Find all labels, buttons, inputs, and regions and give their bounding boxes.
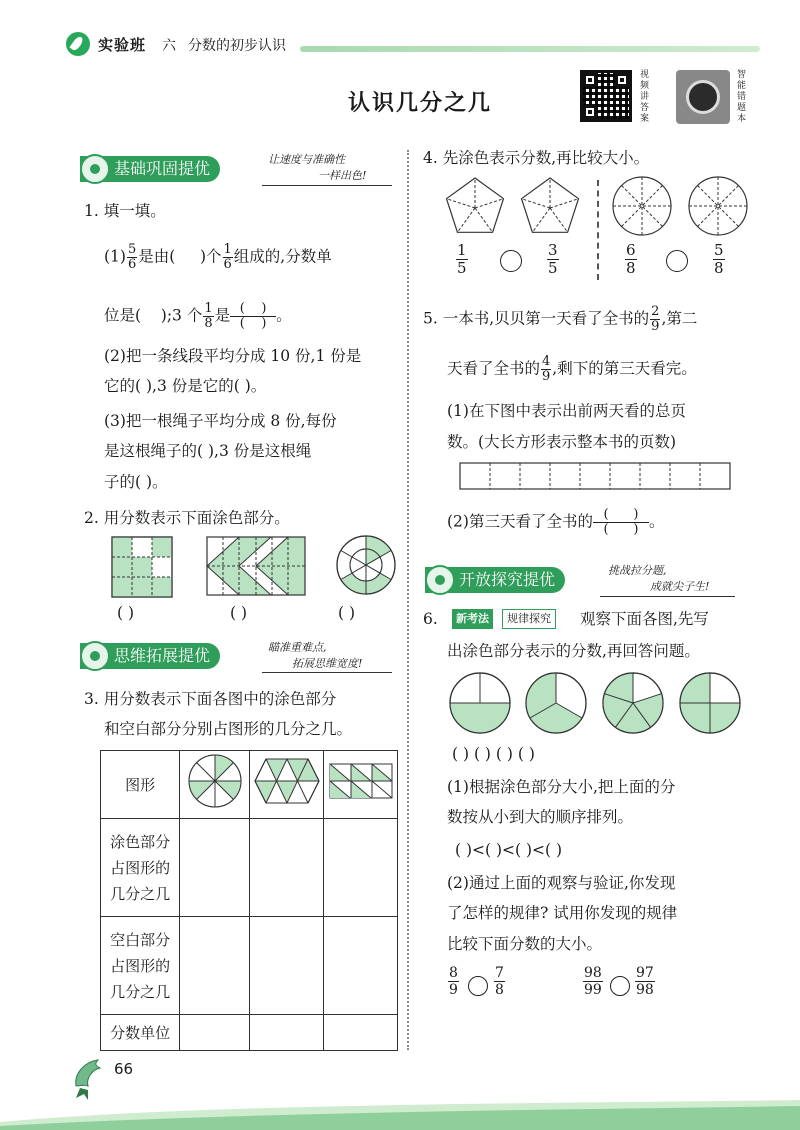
header-divider <box>300 46 760 52</box>
footer-wave <box>0 1100 800 1130</box>
q4-compare-circle-1[interactable] <box>500 250 522 272</box>
q3-answer-cell[interactable] <box>324 819 398 917</box>
q6-compare-a: $\frac{8}{9}$ <box>449 965 458 998</box>
brand-name: 实验班 <box>98 36 147 54</box>
dolphin-icon <box>70 1056 108 1100</box>
q4-fraction-6-8: $\frac{6}{8}$ <box>626 241 636 277</box>
q3-header-blank: 空白部分 占图形的 几分之几 <box>101 917 180 1015</box>
q3-eighths-circle <box>187 753 243 809</box>
q6-part2-line3: 比较下面分数的大小。 <box>447 935 603 953</box>
q2-grid-square <box>112 537 172 597</box>
q1-part2-line1: (2)把一条线段平均分成 10 份,1 份是 <box>104 347 362 365</box>
q3-answer-cell[interactable] <box>180 1015 250 1051</box>
q3-triangle-hexagon <box>255 759 319 803</box>
fraction-5-6: $\frac{5}{6}$ <box>127 242 137 272</box>
tag-new-method: 新考法 <box>452 609 493 629</box>
q5-part1-line1: (1)在下图中表示出前两天看的总页 <box>447 402 686 420</box>
answer-fraction-blank[interactable]: $\frac{( )}{( )}$ <box>593 508 649 537</box>
q5-line2: 天看了全书的 $\frac{4}{9}$ ,剩下的第三天看完。 <box>447 354 697 384</box>
atom-icon <box>80 154 110 184</box>
slogan-basic-1: 让速度与准确性 <box>268 153 345 166</box>
q3-line1: 3. 用分数表示下面各图中的涂色部分 <box>84 690 337 708</box>
slogan-underline <box>262 672 392 673</box>
slogan-basic-2: 一样出色! <box>318 169 367 182</box>
q2-heading: 2. 用分数表示下面涂色部分。 <box>84 509 290 527</box>
fraction-4-9: $\frac{4}{9}$ <box>542 354 551 384</box>
slogan-underline <box>262 185 392 186</box>
q6-compare-circle-2[interactable] <box>610 976 630 996</box>
q6-compare-d: $\frac{97}{98}$ <box>636 965 654 998</box>
tag-pattern-explore: 规律探究 <box>502 609 556 629</box>
q4-circle-2 <box>688 176 748 236</box>
q3-answer-table <box>100 750 398 1051</box>
q4-fraction-5-8: $\frac{5}{8}$ <box>714 241 724 277</box>
q1-heading: 1. 填一填。 <box>84 202 166 220</box>
page-number: 66 <box>114 1060 134 1078</box>
q1-part1-line1: (1) $\frac{5}{6}$ 是由( )个 $\frac{1}{6}$ 组成的,分数单 <box>104 242 332 272</box>
chapter-title: 分数的初步认识 <box>188 38 286 54</box>
q6-order-blanks[interactable]: ( )<( )<( )<( ) <box>455 841 563 859</box>
q4-fraction-1-5: $\frac{1}{5}$ <box>457 241 467 277</box>
q3-answer-cell[interactable] <box>180 819 250 917</box>
q3-figure-circle <box>180 751 250 819</box>
q3-answer-cell[interactable] <box>180 917 250 1015</box>
q3-line2: 和空白部分分别占图形的几分之几。 <box>104 720 353 738</box>
q4-fraction-3-5: $\frac{3}{5}$ <box>548 241 558 277</box>
ufo-icon <box>80 641 110 671</box>
q6-line2: 出涂色部分表示的分数,再回答问题。 <box>447 642 700 660</box>
fraction-1-6: $\frac{1}{6}$ <box>223 242 232 272</box>
slogan-thinking-1: 瞄准重难点, <box>268 641 327 654</box>
q3-answer-cell[interactable] <box>250 917 324 1015</box>
column-divider <box>407 150 409 1050</box>
fraction-1-8: $\frac{1}{8}$ <box>204 301 213 331</box>
q3-figure-rectangle <box>324 751 398 819</box>
q6-circle-fifths <box>601 671 665 735</box>
q3-striped-rectangle <box>330 764 392 798</box>
q3-header-unit: 分数单位 <box>101 1015 180 1051</box>
fraction-2-9: $\frac{2}{9}$ <box>651 304 660 334</box>
q6-compare-circle-1[interactable] <box>468 976 488 996</box>
q6-part2-line2: 了怎样的规律? 试用你发现的规律 <box>447 904 678 922</box>
chapter-number: 六 <box>162 38 176 54</box>
qr-code-icon[interactable] <box>580 70 632 122</box>
q1-part3-line2: 是这根绳子的( ),3 份是这根绳 <box>104 442 312 460</box>
q2-ring-circle <box>336 535 396 595</box>
q2-triangle-rectangle <box>207 537 305 595</box>
q2-answer-2[interactable]: ( ) <box>230 604 248 622</box>
q2-answer-3[interactable]: ( ) <box>338 604 356 622</box>
qr-caption-errorbook: 智能错题本 <box>737 70 747 124</box>
q1-part1-line2: 位是( );3 个 $\frac{1}{8}$ 是 $\frac{( )}{( )}$ 。 <box>104 301 292 331</box>
slogan-thinking-2: 拓展思维宽度! <box>292 657 363 670</box>
q6-answer-parens[interactable]: ( ) ( ) ( ) ( ) <box>452 745 535 763</box>
q6-circle-thirds <box>524 671 588 735</box>
q6-part1-line1: (1)根据涂色部分大小,把上面的分 <box>447 778 676 796</box>
q6-part1-line2: 数按从小到大的顺序排列。 <box>447 808 634 826</box>
q3-figure-hexagon <box>250 751 324 819</box>
q6-line1: 观察下面各图,先写 <box>580 610 709 628</box>
q6-compare-c: $\frac{98}{99}$ <box>584 965 602 998</box>
q5-part2: (2)第三天看了全书的 $\frac{( )}{( )}$ 。 <box>447 507 665 537</box>
q4-pentagon-2 <box>520 177 580 234</box>
q6-circle-halves <box>448 671 512 735</box>
q4-separator <box>597 180 599 280</box>
leaf-logo-icon <box>66 32 90 56</box>
q5-line1: 5. 一本书,贝贝第一天看了全书的 $\frac{2}{9}$ ,第二 <box>423 304 698 334</box>
smart-error-book-icon[interactable] <box>676 70 730 124</box>
q4-pentagon-1 <box>445 177 505 234</box>
q3-header-shape: 图形 <box>101 751 180 819</box>
slogan-open-2: 成就尖子生! <box>650 580 710 593</box>
q3-answer-cell[interactable] <box>250 819 324 917</box>
q1-part3-line3: 子的( )。 <box>104 473 168 491</box>
q3-answer-cell[interactable] <box>324 917 398 1015</box>
q6-circle-quarters <box>678 671 742 735</box>
section-basic-title: 基础巩固提优 <box>80 156 220 182</box>
page-header <box>0 0 800 70</box>
section-thinking-title: 思维拓展提优 <box>80 643 220 669</box>
q4-compare-circle-2[interactable] <box>666 250 688 272</box>
q3-answer-cell[interactable] <box>250 1015 324 1051</box>
q6-compare-b: $\frac{7}{8}$ <box>495 965 504 998</box>
q6-part2-line1: (2)通过上面的观察与验证,你发现 <box>447 874 676 892</box>
slogan-open-1: 挑战拉分题, <box>608 564 667 577</box>
q6-number: 6. <box>423 610 438 628</box>
slogan-underline <box>600 596 735 597</box>
q5-part1-line2: 数。(大长方形表示整本书的页数) <box>447 433 677 451</box>
q2-answer-1[interactable]: ( ) <box>117 604 135 622</box>
q1-part2-line2: 它的( ),3 份是它的( )。 <box>104 377 267 395</box>
q3-answer-cell[interactable] <box>324 1015 398 1051</box>
answer-fraction-blank[interactable]: $\frac{( )}{( )}$ <box>230 302 276 331</box>
q4-circle-1 <box>612 176 672 236</box>
page-title: 认识几分之几 <box>347 91 492 116</box>
qr-caption-video: 视频讲答案 <box>640 70 650 124</box>
q5-book-rectangle[interactable] <box>460 463 730 489</box>
section-open-title: 开放探究提优 <box>425 567 565 593</box>
q3-header-shaded: 涂色部分 占图形的 几分之几 <box>101 819 180 917</box>
q1-part3-line1: (3)把一根绳子平均分成 8 份,每份 <box>104 412 337 430</box>
q4-heading: 4. 先涂色表示分数,再比较大小。 <box>423 149 650 167</box>
satellite-icon <box>425 565 455 595</box>
